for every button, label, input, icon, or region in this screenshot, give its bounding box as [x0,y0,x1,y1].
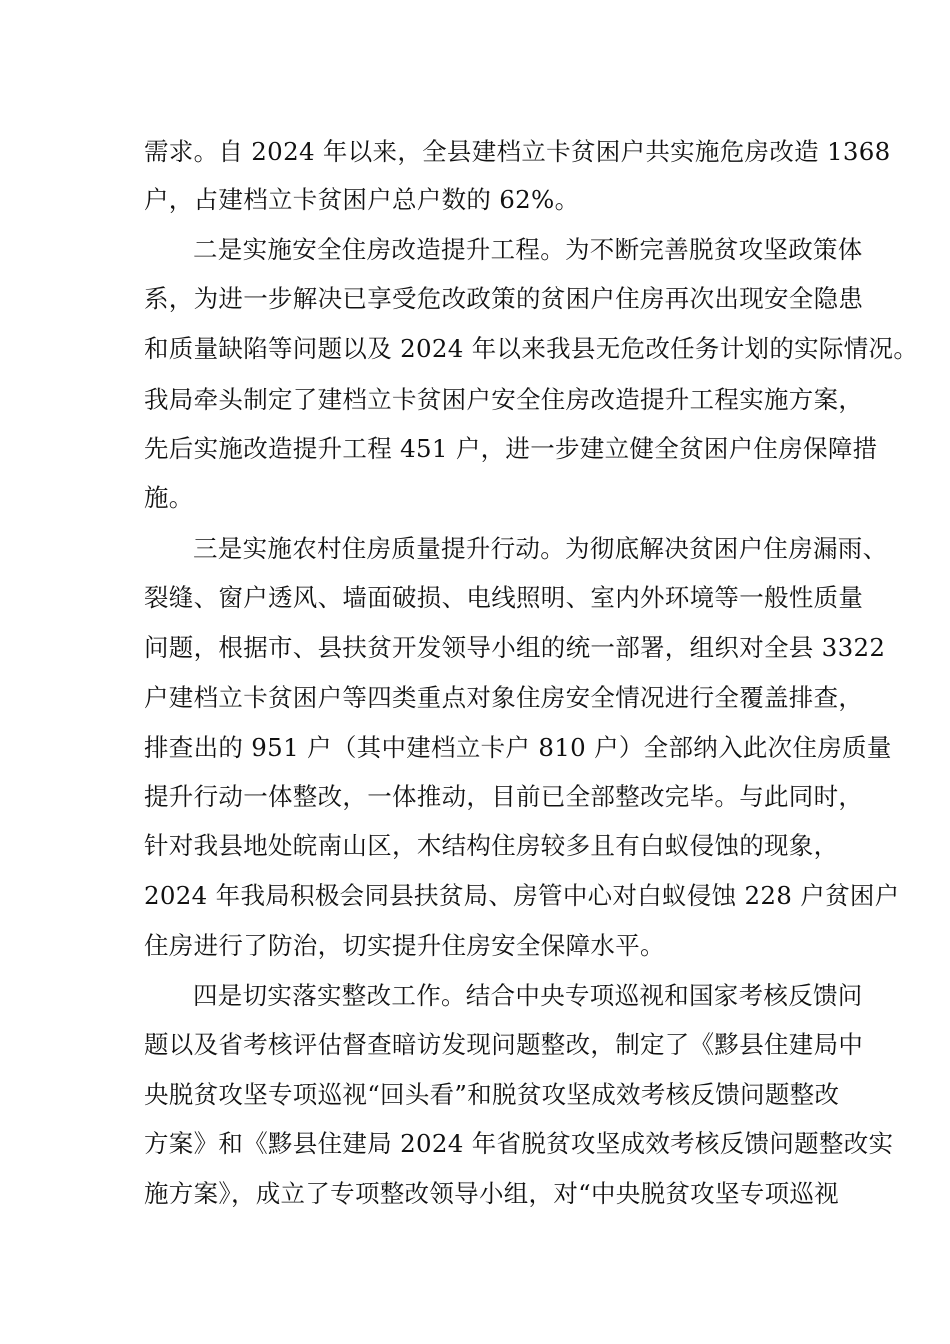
text-line: 2024 年我局积极会同县扶贫局、房管中心对白蚁侵蚀 228 户贫困户 [144,881,900,910]
text-line: 针对我县地处皖南山区，木结构住房较多且有白蚁侵蚀的现象， [144,831,839,860]
text-line: 需求。自 2024 年以来，全县建档立卡贫困户共实施危房改造 1368 [144,137,891,166]
text-line: 住房进行了防治，切实提升住房安全保障水平。 [144,931,665,960]
text-line: 和质量缺陷等问题以及 2024 年以来我县无危改任务计划的实际情况。 [144,334,919,363]
paragraph-start-line: 二是实施安全住房改造提升工程。为不断完善脱贫攻坚政策体 [193,235,863,264]
text-line: 先后实施改造提升工程 451 户，进一步建立健全贫困户住房保障措 [144,434,878,463]
text-line: 户，占建档立卡贫困户总户数的 62%。 [144,185,580,214]
text-line: 问题，根据市、县扶贫开发领导小组的统一部署，组织对全县 3322 [144,633,886,662]
text-line: 题以及省考核评估督查暗访发现问题整改，制定了《黟县住建局中 [144,1030,864,1059]
text-line: 排查出的 951 户（其中建档立卡户 810 户）全部纳入此次住房质量 [144,733,892,762]
text-line: 施。 [144,483,194,512]
text-line: 系，为进一步解决已享受危改政策的贫困户住房再次出现安全隐患 [144,284,864,313]
paragraph-start-line: 四是切实落实整改工作。结合中央专项巡视和国家考核反馈问 [193,981,863,1010]
text-line: 方案》和《黟县住建局 2024 年省脱贫攻坚成效考核反馈问题整改实 [144,1129,894,1158]
text-line: 央脱贫攻坚专项巡视“回头看”和脱贫攻坚成效考核反馈问题整改 [144,1080,840,1109]
text-line: 我局牵头制定了建档立卡贫困户安全住房改造提升工程实施方案， [144,385,864,414]
text-line: 提升行动一体整改，一体推动，目前已全部整改完毕。与此同时， [144,782,864,811]
paragraph-start-line: 三是实施农村住房质量提升行动。为彻底解决贫困户住房漏雨、 [193,534,888,563]
text-line: 裂缝、窗户透风、墙面破损、电线照明、室内外环境等一般性质量 [144,583,864,612]
text-line: 户建档立卡贫困户等四类重点对象住房安全情况进行全覆盖排查， [144,683,864,712]
text-line: 施方案》，成立了专项整改领导小组，对“中央脱贫攻坚专项巡视 [144,1179,839,1208]
